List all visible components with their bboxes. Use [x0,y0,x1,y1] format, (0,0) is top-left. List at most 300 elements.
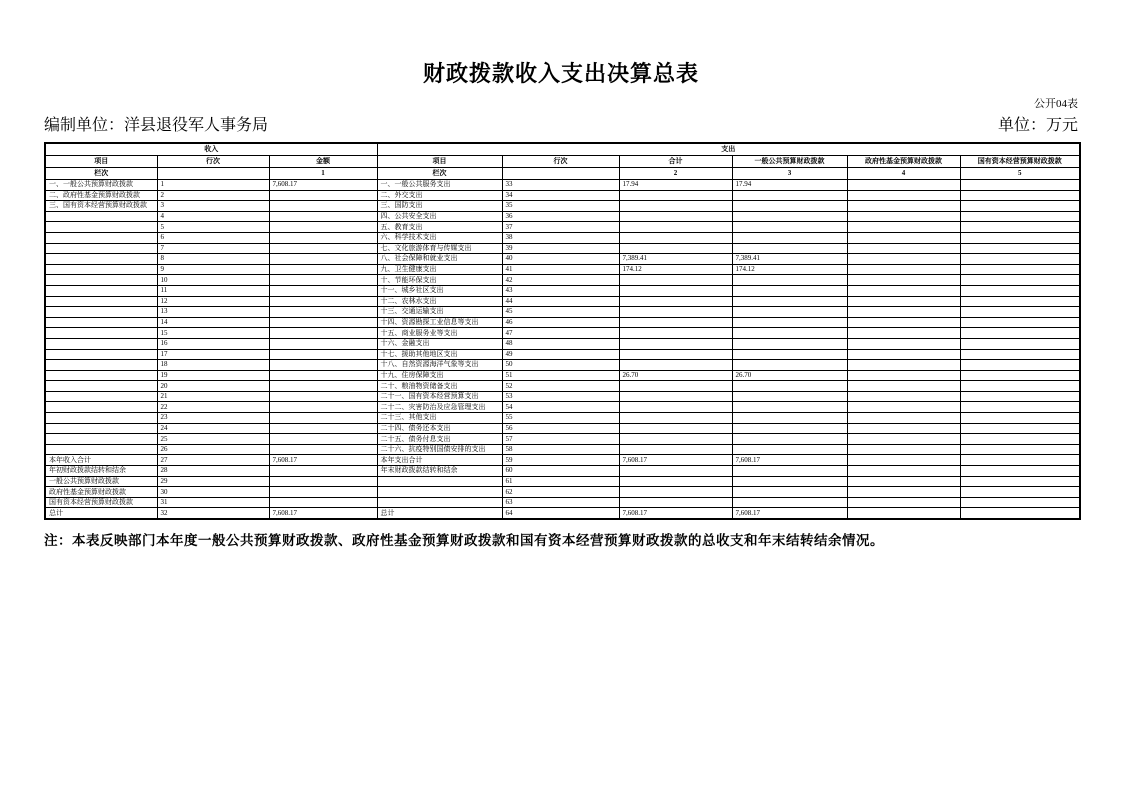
cell-expense-state-capital [960,211,1080,222]
cell-expense-item: 二十二、灾害防治及应急管理支出 [377,402,502,413]
cell-expense-item: 十九、住房保障支出 [377,370,502,381]
cell-expense-general-budget: 7,608.17 [732,508,847,519]
cell-expense-line: 38 [502,232,619,243]
table-row [45,201,1080,212]
cell-expense-total [619,275,732,286]
cell-expense-item: 六、科学技术支出 [377,232,502,243]
cell-expense-item: 五、教育支出 [377,222,502,233]
cell-expense-general-budget [732,307,847,318]
cell-income-item [45,349,157,360]
cell-income-item: 二、政府性基金预算财政拨款 [45,190,157,201]
expense-section-header: 支出 [377,143,1080,156]
col-header-income-line: 行次 [157,156,269,168]
cell-expense-general-budget [732,391,847,402]
cell-expense-gov-fund [847,338,960,349]
cell-expense-total [619,317,732,328]
cell-expense-total [619,338,732,349]
table-row [45,434,1080,445]
cell-expense-gov-fund [847,423,960,434]
cell-expense-general-budget [732,444,847,455]
cell-income-line: 26 [157,444,269,455]
cell-income-line: 27 [157,455,269,466]
cell-income-line: 2 [157,190,269,201]
cell-expense-gov-fund [847,264,960,275]
cell-expense-gov-fund [847,434,960,445]
table-row [45,307,1080,318]
cell-income-line: 19 [157,370,269,381]
table-row [45,455,1080,466]
cell-expense-general-budget [732,243,847,254]
cell-income-item [45,275,157,286]
cell-expense-gov-fund [847,222,960,233]
col-header-expense-item: 项目 [377,156,502,168]
cell-expense-general-budget [732,317,847,328]
table-row [45,264,1080,275]
cell-expense-line: 46 [502,317,619,328]
cell-expense-total [619,413,732,424]
cell-income-item [45,285,157,296]
cell-income-line: 31 [157,497,269,508]
cell-income-amount [269,360,377,371]
cell-expense-state-capital [960,402,1080,413]
cell-income-amount [269,444,377,455]
cell-expense-item: 九、卫生健康支出 [377,264,502,275]
cell-expense-line: 62 [502,487,619,498]
cell-expense-total [619,434,732,445]
cell-expense-state-capital [960,338,1080,349]
table-row [45,413,1080,424]
cell-expense-line: 56 [502,423,619,434]
cell-expense-item: 四、公共安全支出 [377,211,502,222]
index-gov-fund: 4 [847,168,960,180]
table-row [45,402,1080,413]
cell-income-amount [269,391,377,402]
cell-expense-line: 53 [502,391,619,402]
cell-expense-gov-fund [847,413,960,424]
table-row [45,349,1080,360]
cell-expense-state-capital [960,180,1080,191]
cell-expense-general-budget: 7,608.17 [732,455,847,466]
cell-income-amount [269,275,377,286]
cell-expense-state-capital [960,349,1080,360]
cell-income-item: 国有资本经营预算财政拨款 [45,497,157,508]
cell-expense-state-capital [960,466,1080,477]
cell-income-line: 10 [157,275,269,286]
cell-expense-gov-fund [847,444,960,455]
cell-expense-gov-fund [847,211,960,222]
cell-expense-total [619,243,732,254]
cell-expense-item: 二十一、国有资本经营预算支出 [377,391,502,402]
cell-income-item [45,243,157,254]
cell-expense-line: 40 [502,254,619,265]
cell-income-item [45,370,157,381]
cell-income-item [45,254,157,265]
cell-income-item [45,360,157,371]
cell-income-amount [269,307,377,318]
cell-expense-general-budget [732,402,847,413]
cell-expense-state-capital [960,455,1080,466]
cell-income-amount [269,211,377,222]
index-income-line [157,168,269,180]
cell-income-amount [269,317,377,328]
cell-expense-state-capital [960,413,1080,424]
cell-income-item: 一般公共预算财政拨款 [45,476,157,487]
cell-expense-gov-fund [847,381,960,392]
cell-expense-line: 64 [502,508,619,519]
cell-expense-total [619,307,732,318]
cell-expense-state-capital [960,328,1080,339]
cell-expense-general-budget [732,487,847,498]
cell-income-line: 29 [157,476,269,487]
cell-income-item: 一、一般公共预算财政拨款 [45,180,157,191]
cell-expense-total [619,466,732,477]
cell-income-amount [269,201,377,212]
cell-expense-general-budget [732,296,847,307]
cell-income-amount [269,413,377,424]
cell-expense-total: 7,608.17 [619,508,732,519]
cell-expense-general-budget: 17.94 [732,180,847,191]
cell-expense-line: 44 [502,296,619,307]
col-header-state-capital: 国有资本经营预算财政拨款 [960,156,1080,168]
cell-income-line: 21 [157,391,269,402]
table-row [45,222,1080,233]
cell-expense-item: 十一、城乡社区支出 [377,285,502,296]
cell-expense-general-budget [732,423,847,434]
cell-expense-item: 总计 [377,508,502,519]
cell-expense-line: 33 [502,180,619,191]
cell-expense-state-capital [960,222,1080,233]
cell-expense-general-budget [732,466,847,477]
cell-income-amount [269,349,377,360]
cell-expense-general-budget [732,222,847,233]
cell-expense-state-capital [960,243,1080,254]
cell-expense-state-capital [960,476,1080,487]
cell-expense-general-budget [732,349,847,360]
cell-expense-gov-fund [847,487,960,498]
cell-expense-line: 34 [502,190,619,201]
cell-expense-gov-fund [847,360,960,371]
table-row [45,391,1080,402]
cell-expense-state-capital [960,285,1080,296]
cell-expense-general-budget [732,381,847,392]
cell-income-item [45,328,157,339]
cell-expense-total [619,328,732,339]
cell-expense-total [619,190,732,201]
cell-expense-line: 54 [502,402,619,413]
cell-expense-total [619,201,732,212]
cell-expense-line: 55 [502,413,619,424]
cell-income-item [45,402,157,413]
column-header-row [45,156,1080,168]
cell-expense-item: 十六、金融支出 [377,338,502,349]
table-row [45,423,1080,434]
cell-expense-line: 52 [502,381,619,392]
cell-expense-gov-fund [847,466,960,477]
cell-income-amount: 7,608.17 [269,180,377,191]
income-section-header: 收入 [45,143,377,156]
cell-income-amount [269,423,377,434]
cell-income-item [45,296,157,307]
cell-expense-gov-fund [847,402,960,413]
index-state-capital: 5 [960,168,1080,180]
table-note: 注：本表反映部门本年度一般公共预算财政拨款、政府性基金预算财政拨款和国有资本经营预算财政拨款的总收支和年末结转结余情况。 [44,533,884,548]
cell-expense-gov-fund [847,497,960,508]
cell-income-amount [269,476,377,487]
cell-income-line: 6 [157,232,269,243]
cell-expense-gov-fund [847,476,960,487]
cell-income-item [45,264,157,275]
table-code-label: 公开04表 [1034,98,1078,110]
cell-expense-state-capital [960,487,1080,498]
table-row [45,317,1080,328]
cell-expense-line: 39 [502,243,619,254]
table-row [45,370,1080,381]
index-general-budget: 3 [732,168,847,180]
cell-expense-general-budget: 26.70 [732,370,847,381]
cell-expense-line: 63 [502,497,619,508]
cell-income-amount [269,497,377,508]
cell-income-amount [269,466,377,477]
cell-income-amount: 7,608.17 [269,508,377,519]
index-income-amount: 1 [269,168,377,180]
cell-income-amount [269,434,377,445]
cell-income-item [45,338,157,349]
cell-income-line: 23 [157,413,269,424]
cell-income-line: 24 [157,423,269,434]
cell-expense-line: 48 [502,338,619,349]
cell-expense-line: 59 [502,455,619,466]
fiscal-appropriation-table [44,142,1081,520]
cell-expense-state-capital [960,296,1080,307]
cell-expense-item: 十二、农林水支出 [377,296,502,307]
cell-expense-item: 二十、粮油物资储备支出 [377,381,502,392]
cell-income-item [45,444,157,455]
cell-expense-general-budget: 174.12 [732,264,847,275]
cell-expense-line: 41 [502,264,619,275]
cell-expense-state-capital [960,275,1080,286]
table-row [45,466,1080,477]
cell-expense-gov-fund [847,391,960,402]
table-row [45,508,1080,519]
index-expense-line [502,168,619,180]
cell-expense-total [619,423,732,434]
cell-expense-state-capital [960,190,1080,201]
cell-expense-gov-fund [847,370,960,381]
cell-expense-total [619,211,732,222]
cell-income-item [45,222,157,233]
table-row [45,232,1080,243]
cell-expense-state-capital [960,317,1080,328]
table-row [45,296,1080,307]
cell-expense-item [377,487,502,498]
cell-income-amount [269,381,377,392]
cell-income-item [45,423,157,434]
col-header-gov-fund: 政府性基金预算财政拨款 [847,156,960,168]
cell-expense-line: 60 [502,466,619,477]
cell-expense-general-budget [732,360,847,371]
cell-expense-general-budget [732,211,847,222]
cell-expense-total [619,391,732,402]
cell-expense-item: 年末财政拨款结转和结余 [377,466,502,477]
cell-expense-item [377,476,502,487]
cell-income-item [45,317,157,328]
cell-income-line: 17 [157,349,269,360]
table-row [45,254,1080,265]
cell-income-item: 总计 [45,508,157,519]
cell-expense-gov-fund [847,307,960,318]
cell-income-line: 12 [157,296,269,307]
table-row [45,243,1080,254]
col-header-expense-line: 行次 [502,156,619,168]
cell-expense-gov-fund [847,349,960,360]
cell-expense-total [619,360,732,371]
col-header-expense-total: 合计 [619,156,732,168]
cell-expense-item: 二十三、其他支出 [377,413,502,424]
cell-expense-total [619,222,732,233]
cell-income-amount [269,222,377,233]
cell-expense-item [377,497,502,508]
cell-income-amount [269,338,377,349]
cell-income-line: 32 [157,508,269,519]
meta-line [44,112,1078,135]
index-income-item: 栏次 [45,168,157,180]
cell-expense-state-capital [960,497,1080,508]
cell-expense-line: 51 [502,370,619,381]
cell-expense-total [619,296,732,307]
cell-expense-general-budget [732,338,847,349]
cell-income-line: 3 [157,201,269,212]
cell-expense-total [619,232,732,243]
cell-expense-total: 7,608.17 [619,455,732,466]
cell-expense-general-budget [732,275,847,286]
cell-expense-line: 58 [502,444,619,455]
cell-income-amount [269,328,377,339]
table-body [45,180,1080,520]
cell-expense-state-capital [960,444,1080,455]
table-row [45,190,1080,201]
cell-expense-line: 47 [502,328,619,339]
cell-expense-gov-fund [847,232,960,243]
cell-income-line: 16 [157,338,269,349]
cell-expense-line: 57 [502,434,619,445]
cell-expense-gov-fund [847,285,960,296]
col-header-income-item: 项目 [45,156,157,168]
cell-expense-line: 35 [502,201,619,212]
cell-expense-line: 49 [502,349,619,360]
cell-expense-gov-fund [847,317,960,328]
cell-expense-general-budget: 7,389.41 [732,254,847,265]
cell-expense-item: 七、文化旅游体育与传媒支出 [377,243,502,254]
cell-expense-general-budget [732,497,847,508]
cell-income-line: 25 [157,434,269,445]
cell-expense-line: 45 [502,307,619,318]
cell-expense-total [619,487,732,498]
cell-expense-general-budget [732,476,847,487]
cell-expense-item: 三、国防支出 [377,201,502,212]
cell-income-item: 本年收入合计 [45,455,157,466]
cell-income-item [45,381,157,392]
cell-income-line: 11 [157,285,269,296]
cell-expense-gov-fund [847,201,960,212]
cell-expense-gov-fund [847,254,960,265]
cell-income-item: 三、国有资本经营预算财政拨款 [45,201,157,212]
cell-income-line: 20 [157,381,269,392]
cell-income-line: 5 [157,222,269,233]
cell-expense-line: 36 [502,211,619,222]
cell-expense-total [619,476,732,487]
cell-income-line: 15 [157,328,269,339]
cell-expense-state-capital [960,232,1080,243]
cell-income-line: 8 [157,254,269,265]
cell-expense-gov-fund [847,180,960,191]
cell-income-line: 1 [157,180,269,191]
cell-expense-total [619,349,732,360]
unit-label: 单位：万元 [997,117,1078,134]
cell-expense-general-budget [732,328,847,339]
cell-expense-total [619,285,732,296]
index-expense-item: 栏次 [377,168,502,180]
cell-income-line: 18 [157,360,269,371]
cell-expense-item: 八、社会保障和就业支出 [377,254,502,265]
cell-expense-gov-fund [847,296,960,307]
cell-income-line: 9 [157,264,269,275]
section-header-row [45,143,1080,156]
cell-expense-item: 十三、交通运输支出 [377,307,502,318]
column-index-row [45,168,1080,180]
cell-expense-gov-fund [847,243,960,254]
table-row [45,338,1080,349]
cell-expense-gov-fund [847,275,960,286]
cell-expense-state-capital [960,423,1080,434]
cell-expense-item: 十五、商业服务业等支出 [377,328,502,339]
cell-income-item [45,413,157,424]
col-header-general-budget: 一般公共预算财政拨款 [732,156,847,168]
cell-expense-state-capital [960,201,1080,212]
cell-expense-line: 50 [502,360,619,371]
cell-expense-total [619,444,732,455]
cell-expense-general-budget [732,413,847,424]
cell-income-item [45,434,157,445]
cell-expense-gov-fund [847,508,960,519]
cell-expense-total [619,381,732,392]
cell-expense-item: 二十四、债务还本支出 [377,423,502,434]
cell-expense-total [619,497,732,508]
cell-expense-total: 17.94 [619,180,732,191]
cell-income-amount [269,296,377,307]
table-row [45,180,1080,191]
cell-expense-item: 二、外交支出 [377,190,502,201]
cell-expense-general-budget [732,434,847,445]
cell-income-amount [269,264,377,275]
cell-expense-state-capital [960,391,1080,402]
cell-expense-total [619,402,732,413]
cell-income-item [45,391,157,402]
table-row [45,211,1080,222]
cell-expense-state-capital [960,360,1080,371]
cell-expense-total: 174.12 [619,264,732,275]
cell-expense-line: 43 [502,285,619,296]
cell-expense-total: 7,389.41 [619,254,732,265]
cell-income-item: 年初财政拨款结转和结余 [45,466,157,477]
cell-expense-item: 一、一般公共服务支出 [377,180,502,191]
table-row [45,285,1080,296]
cell-expense-item: 十、节能环保支出 [377,275,502,286]
cell-income-item [45,307,157,318]
cell-income-item [45,232,157,243]
cell-expense-item: 十四、资源勘探工业信息等支出 [377,317,502,328]
cell-income-amount [269,232,377,243]
cell-expense-gov-fund [847,455,960,466]
